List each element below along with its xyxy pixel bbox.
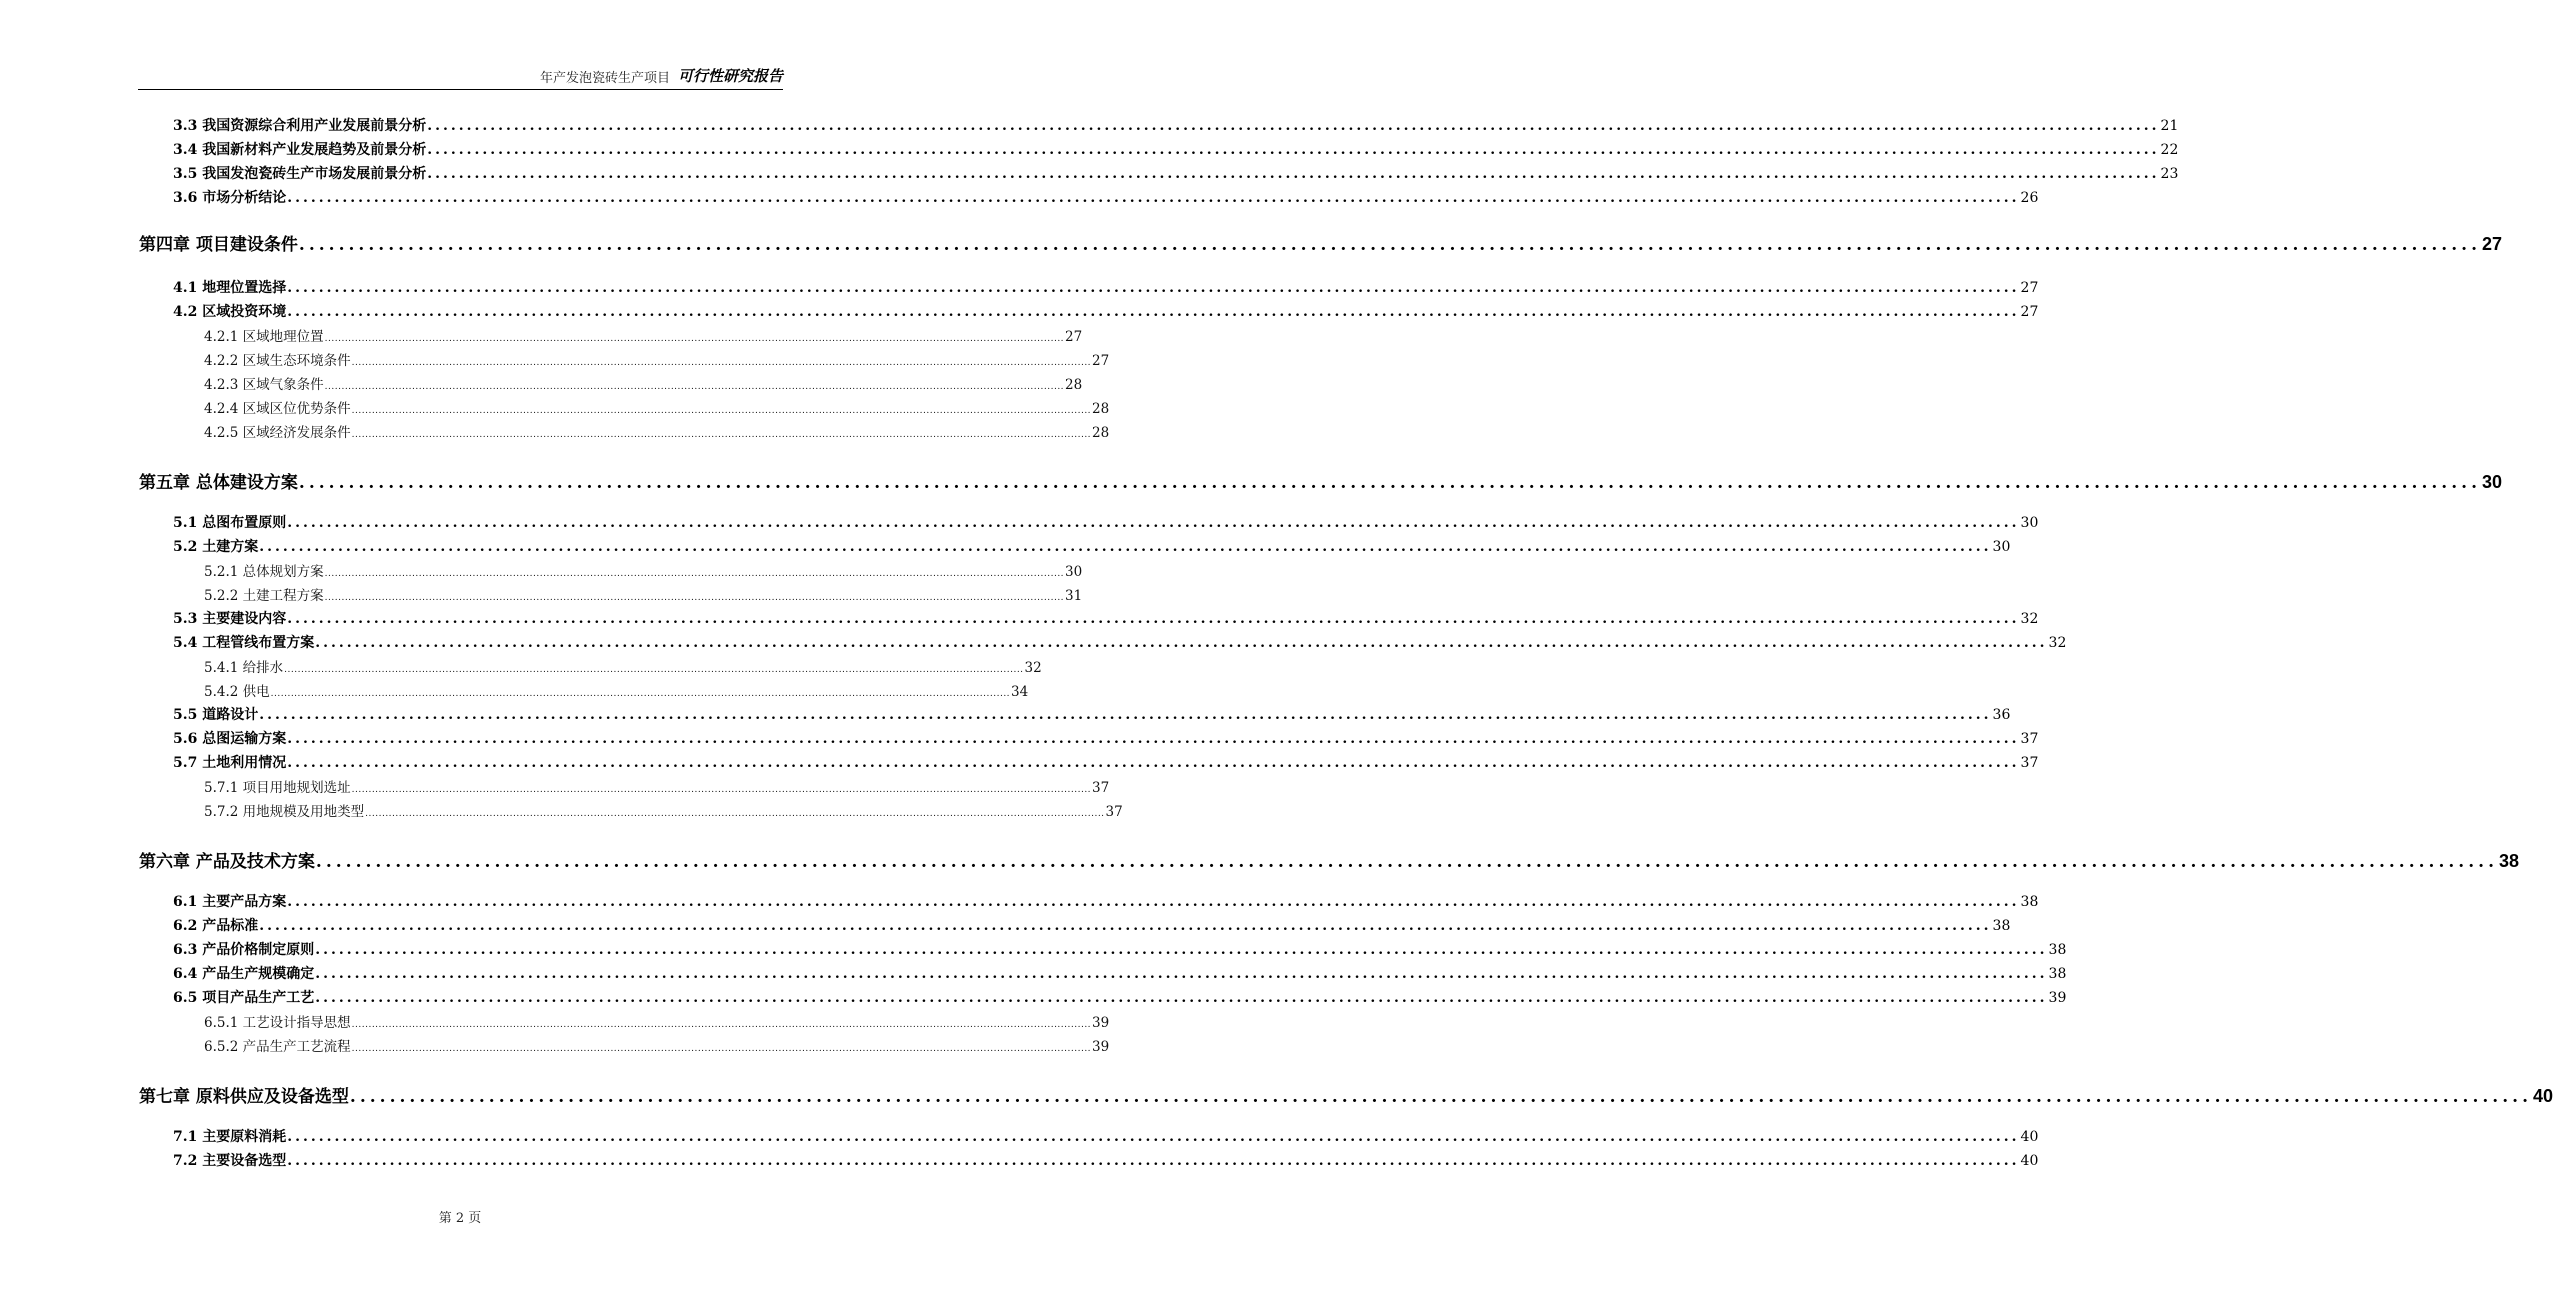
toc-entry-page: 31	[1065, 588, 1083, 604]
toc-section[interactable]	[173, 187, 2039, 207]
toc-entry-page: 37	[1105, 804, 1123, 820]
toc-leader-dots: ............................................................................................................................................................................................................................	[298, 235, 2481, 255]
toc-leader-dots: ............................................................................................................................................................................................................................	[270, 689, 1011, 699]
toc-entry-title: 5.5 道路设计	[173, 707, 259, 723]
toc-leader-dots: ............................................................................................................................................................................................................................	[351, 406, 1092, 416]
toc-entry-title: 6.4 产品生产规模确定	[173, 966, 315, 982]
toc-leader-dots: ............................................................................................................................................................................................................................	[298, 473, 2481, 493]
toc-section[interactable]	[173, 1150, 2039, 1170]
toc-entry-page: 38	[2498, 851, 2520, 871]
toc-entry-page: 32	[2020, 611, 2039, 627]
toc-entry-page: 27	[1065, 329, 1083, 345]
toc-entry-title: 6.3 产品价格制定原则	[173, 942, 315, 958]
toc-leader-dots: ............................................................................................................................................................................................................................	[315, 852, 2498, 872]
toc-entry-title: 7.1 主要原料消耗	[173, 1129, 287, 1145]
toc-entry-page: 39	[1092, 1015, 1110, 1031]
toc-entry-title: 5.4.1 给排水	[204, 660, 284, 676]
toc-entry-title: 4.2.1 区域地理位置	[204, 329, 324, 345]
toc-entry-title: 4.2 区域投资环境	[173, 304, 287, 320]
toc-section[interactable]	[173, 704, 2011, 724]
toc-entry-title: 5.2 土建方案	[173, 539, 259, 555]
header-report-title: 可行性研究报告	[677, 67, 783, 85]
toc-entry-page: 34	[1011, 684, 1029, 700]
toc-entry-page: 37	[1092, 780, 1110, 796]
toc-leader-dots: ............................................................................................................................................................................................................................	[284, 665, 1024, 675]
toc-leader-dots: ............................................................................................................................................................................................................................	[315, 635, 2048, 651]
toc-leader-dots: ............................................................................................................................................................................................................................	[324, 382, 1065, 392]
toc-section[interactable]	[173, 728, 2039, 748]
toc-section[interactable]	[173, 1126, 2039, 1146]
page-number: 第 2 页	[438, 1211, 482, 1226]
toc-leader-dots: ............................................................................................................................................................................................................................	[287, 190, 2020, 206]
toc-entry-page: 39	[2048, 990, 2067, 1006]
toc-entry-page: 38	[2048, 966, 2067, 982]
toc-leader-dots: ............................................................................................................................................................................................................................	[259, 707, 1992, 723]
toc-section[interactable]	[173, 301, 2039, 321]
toc-entry-page: 28	[1065, 377, 1083, 393]
header-project-name: 年产发泡瓷砖生产项目	[539, 71, 670, 86]
toc-entry-title: 5.7.2 用地规模及用地类型	[204, 804, 365, 820]
toc-subsection[interactable]	[204, 1035, 1110, 1055]
toc-leader-dots: ............................................................................................................................................................................................................................	[351, 430, 1092, 440]
toc-entry-title: 5.7.1 项目用地规划选址	[204, 780, 351, 796]
toc-leader-dots: ............................................................................................................................................................................................................................	[259, 918, 1992, 934]
toc-entry-page: 38	[2048, 942, 2067, 958]
toc-section[interactable]	[173, 536, 2011, 556]
toc-subsection[interactable]	[204, 776, 1110, 796]
toc-subsection[interactable]	[204, 373, 1083, 393]
toc-chapter[interactable]	[139, 1082, 2553, 1108]
toc-subsection[interactable]	[204, 421, 1110, 441]
toc-entry-title: 4.2.5 区域经济发展条件	[204, 425, 351, 441]
toc-section[interactable]	[173, 752, 2039, 772]
page-header	[138, 64, 783, 90]
toc-leader-dots: ............................................................................................................................................................................................................................	[259, 539, 1992, 555]
toc-entry-title: 5.3 主要建设内容	[173, 611, 287, 627]
toc-entry-title: 6.1 主要产品方案	[173, 894, 287, 910]
toc-entry-page: 40	[2020, 1129, 2039, 1145]
toc-entry-title: 4.2.2 区域生态环境条件	[204, 353, 351, 369]
toc-entry-title: 4.1 地理位置选择	[173, 280, 287, 296]
toc-section[interactable]	[173, 939, 2067, 959]
toc-section[interactable]	[173, 163, 2179, 183]
toc-entry-title: 7.2 主要设备选型	[173, 1153, 287, 1169]
toc-subsection[interactable]	[204, 397, 1110, 417]
toc-entry-page: 27	[2020, 280, 2039, 296]
toc-entry-title: 3.3 我国资源综合利用产业发展前景分析	[173, 118, 427, 134]
toc-chapter[interactable]	[139, 468, 2503, 494]
toc-chapter[interactable]	[139, 847, 2520, 873]
toc-leader-dots: ............................................................................................................................................................................................................................	[287, 280, 2020, 296]
toc-entry-page: 32	[2048, 635, 2067, 651]
toc-subsection[interactable]	[204, 800, 1123, 820]
toc-subsection[interactable]	[204, 680, 1029, 700]
toc-entry-page: 23	[2160, 166, 2179, 182]
toc-leader-dots: ............................................................................................................................................................................................................................	[324, 569, 1065, 579]
toc-entry-title: 第六章 产品及技术方案	[139, 852, 315, 872]
toc-leader-dots: ............................................................................................................................................................................................................................	[427, 142, 2160, 158]
toc-subsection[interactable]	[204, 656, 1042, 676]
toc-section[interactable]	[173, 512, 2039, 532]
toc-leader-dots: ............................................................................................................................................................................................................................	[315, 942, 2048, 958]
toc-leader-dots: ............................................................................................................................................................................................................................	[349, 1087, 2532, 1107]
toc-leader-dots: ............................................................................................................................................................................................................................	[315, 966, 2048, 982]
toc-entry-title: 3.5 我国发泡瓷砖生产市场发展前景分析	[173, 166, 427, 182]
toc-leader-dots: ............................................................................................................................................................................................................................	[324, 593, 1065, 603]
toc-entry-page: 30	[2481, 472, 2503, 492]
toc-leader-dots: ............................................................................................................................................................................................................................	[287, 1153, 2020, 1169]
toc-leader-dots: ............................................................................................................................................................................................................................	[287, 304, 2020, 320]
toc-subsection[interactable]	[204, 1011, 1110, 1031]
toc-entry-page: 40	[2020, 1153, 2039, 1169]
toc-chapter[interactable]	[139, 230, 2503, 256]
toc-entry-page: 27	[1092, 353, 1110, 369]
toc-entry-page: 39	[1092, 1039, 1110, 1055]
toc-leader-dots: ............................................................................................................................................................................................................................	[315, 990, 2048, 1006]
toc-section[interactable]	[173, 891, 2039, 911]
toc-section[interactable]	[173, 115, 2179, 135]
toc-section[interactable]	[173, 915, 2011, 935]
toc-section[interactable]	[173, 987, 2067, 1007]
toc-entry-page: 37	[2020, 755, 2039, 771]
toc-leader-dots: ............................................................................................................................................................................................................................	[287, 731, 2020, 747]
toc-entry-page: 27	[2481, 234, 2503, 254]
toc-entry-title: 6.5 项目产品生产工艺	[173, 990, 315, 1006]
toc-entry-page: 21	[2160, 118, 2179, 134]
toc-leader-dots: ............................................................................................................................................................................................................................	[287, 894, 2020, 910]
toc-leader-dots: ............................................................................................................................................................................................................................	[287, 755, 2020, 771]
toc-leader-dots: ............................................................................................................................................................................................................................	[365, 809, 1105, 819]
toc-entry-title: 5.6 总图运输方案	[173, 731, 287, 747]
toc-entry-page: 28	[1092, 401, 1110, 417]
toc-entry-title: 第四章 项目建设条件	[139, 235, 298, 255]
toc-leader-dots: ............................................................................................................................................................................................................................	[287, 1129, 2020, 1145]
toc-leader-dots: ............................................................................................................................................................................................................................	[351, 785, 1092, 795]
toc-entry-title: 4.2.4 区域区位优势条件	[204, 401, 351, 417]
toc-entry-page: 27	[2020, 304, 2039, 320]
toc-entry-page: 30	[1065, 564, 1083, 580]
toc-entry-page: 38	[1992, 918, 2011, 934]
toc-leader-dots: ............................................................................................................................................................................................................................	[287, 515, 2020, 531]
toc-entry-title: 5.1 总图布置原则	[173, 515, 287, 531]
toc-entry-title: 5.4 工程管线布置方案	[173, 635, 315, 651]
toc-leader-dots: ............................................................................................................................................................................................................................	[351, 1044, 1092, 1054]
toc-section[interactable]	[173, 963, 2067, 983]
toc-entry-page: 30	[1992, 539, 2011, 555]
toc-subsection[interactable]	[204, 325, 1083, 345]
toc-section[interactable]	[173, 277, 2039, 297]
toc-entry-title: 5.2.2 土建工程方案	[204, 588, 324, 604]
toc-entry-title: 6.2 产品标准	[173, 918, 259, 934]
toc-entry-page: 37	[2020, 731, 2039, 747]
toc-subsection[interactable]	[204, 349, 1110, 369]
toc-leader-dots: ............................................................................................................................................................................................................................	[287, 611, 2020, 627]
toc-leader-dots: ............................................................................................................................................................................................................................	[324, 334, 1065, 344]
toc-section[interactable]	[173, 632, 2067, 652]
toc-entry-title: 6.5.2 产品生产工艺流程	[204, 1039, 351, 1055]
toc-leader-dots: ............................................................................................................................................................................................................................	[427, 118, 2160, 134]
toc-entry-title: 第五章 总体建设方案	[139, 473, 298, 493]
toc-subsection[interactable]	[204, 560, 1083, 580]
toc-entry-page: 32	[1024, 660, 1042, 676]
toc-entry-page: 40	[2532, 1086, 2553, 1106]
toc-section[interactable]	[173, 139, 2179, 159]
toc-entry-title: 5.2.1 总体规划方案	[204, 564, 324, 580]
toc-entry-title: 5.7 土地利用情况	[173, 755, 287, 771]
toc-subsection[interactable]	[204, 584, 1083, 604]
toc-entry-title: 6.5.1 工艺设计指导思想	[204, 1015, 351, 1031]
toc-leader-dots: ............................................................................................................................................................................................................................	[351, 1020, 1092, 1030]
toc-entry-title: 第七章 原料供应及设备选型	[139, 1087, 349, 1107]
toc-entry-page: 22	[2160, 142, 2179, 158]
toc-entry-page: 30	[2020, 515, 2039, 531]
toc-leader-dots: ............................................................................................................................................................................................................................	[351, 358, 1092, 368]
toc-entry-page: 26	[2020, 190, 2039, 206]
toc-entry-page: 36	[1992, 707, 2011, 723]
toc-entry-title: 3.4 我国新材料产业发展趋势及前景分析	[173, 142, 427, 158]
toc-leader-dots: ............................................................................................................................................................................................................................	[427, 166, 2160, 182]
toc-entry-page: 28	[1092, 425, 1110, 441]
toc-entry-title: 4.2.3 区域气象条件	[204, 377, 324, 393]
toc-entry-page: 38	[2020, 894, 2039, 910]
toc-section[interactable]	[173, 608, 2039, 628]
toc-entry-title: 3.6 市场分析结论	[173, 190, 287, 206]
toc-entry-title: 5.4.2 供电	[204, 684, 270, 700]
